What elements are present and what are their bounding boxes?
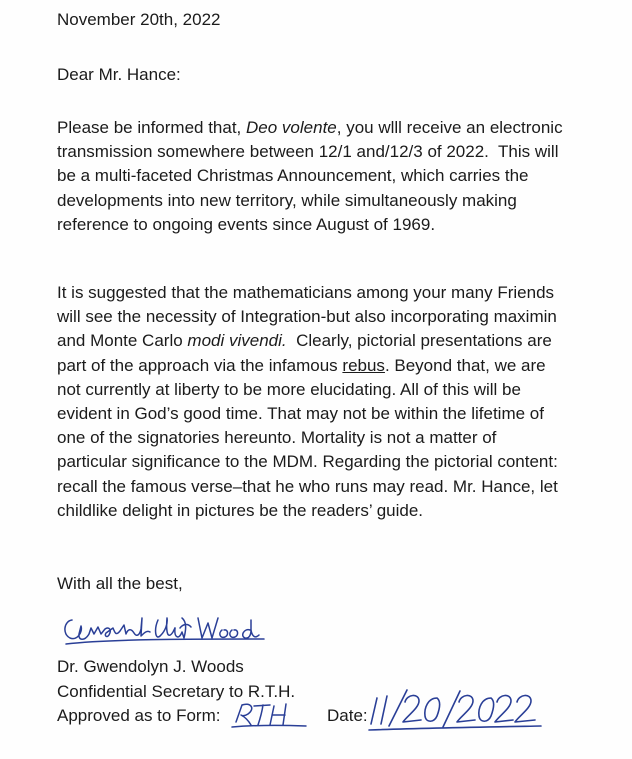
text-run: , you wlll receive an electronic bbox=[336, 118, 563, 137]
text-line bbox=[57, 189, 617, 213]
text-run: and Monte Carlo bbox=[57, 331, 188, 351]
text-run: evident in God’s good time. That may not be within the lifetime of bbox=[57, 404, 544, 424]
letter-date: November 20th, 2022 bbox=[57, 10, 221, 29]
text-run: It is suggested that the mathematicians among your many Friends bbox=[57, 283, 555, 302]
text-run: developments into new territory, while simultaneously making bbox=[57, 190, 517, 210]
italic-phrase: Deo volente bbox=[246, 118, 337, 137]
text-run: one of the signatories hereunto. Mortality is not a matter of bbox=[57, 428, 497, 448]
date-label: Date: bbox=[327, 706, 368, 725]
text-line bbox=[57, 426, 617, 450]
text-line bbox=[57, 164, 617, 188]
text-run: Clearly, pictorial presentations are bbox=[286, 331, 552, 351]
text-line bbox=[57, 329, 617, 353]
closing: With all the best, bbox=[57, 574, 183, 593]
text-run: Please be informed that, bbox=[57, 118, 247, 137]
handwritten-signature bbox=[58, 608, 268, 652]
text-line bbox=[57, 140, 617, 164]
signer-title: Confidential Secretary to R.T.H. bbox=[57, 681, 296, 701]
signer-name: Dr. Gwendolyn J. Woods bbox=[57, 657, 244, 676]
paragraph-2 bbox=[57, 281, 617, 523]
handwritten-date bbox=[367, 686, 543, 734]
text-line bbox=[57, 213, 617, 237]
text-line bbox=[57, 378, 617, 402]
text-run: not currently at liberty to be more elucidating. All of this will be bbox=[57, 379, 521, 399]
text-run: will see the necessity of Integration-but also incorporating maximin bbox=[57, 307, 557, 327]
text-run: reference to ongoing events since August of 1969. bbox=[57, 214, 436, 234]
text-line bbox=[57, 402, 617, 426]
text-run: recall the famous verse–that he who runs may read. Mr. Hance, let bbox=[57, 476, 558, 496]
signature-block bbox=[57, 655, 295, 704]
text-run: childlike delight in pictures be the readers’ guide. bbox=[57, 500, 424, 520]
text-line bbox=[57, 305, 617, 329]
text-line bbox=[57, 281, 617, 305]
handwritten-initials bbox=[230, 698, 308, 732]
text-run: part of the approach via the infamous bbox=[57, 355, 343, 375]
text-run: . Beyond that, we are bbox=[384, 355, 546, 375]
text-line bbox=[57, 475, 617, 499]
italic-phrase: modi vivendi. bbox=[187, 331, 287, 351]
text-line bbox=[57, 499, 617, 523]
salutation: Dear Mr. Hance: bbox=[57, 65, 181, 84]
text-run: be a multi-faceted Christmas Announcement, which carries the bbox=[57, 166, 529, 186]
paragraph-1 bbox=[57, 116, 617, 237]
text-line bbox=[57, 354, 617, 378]
approved-label: Approved as to Form: bbox=[57, 706, 221, 725]
text-run: transmission somewhere between 12/1 and/12/3 of 2022. This will bbox=[57, 142, 559, 162]
text-line bbox=[57, 116, 617, 140]
text-run: particular significance to the MDM. Regarding the pictorial content: bbox=[57, 452, 558, 472]
text-line bbox=[57, 450, 617, 474]
underlined-word: rebus bbox=[342, 355, 385, 375]
